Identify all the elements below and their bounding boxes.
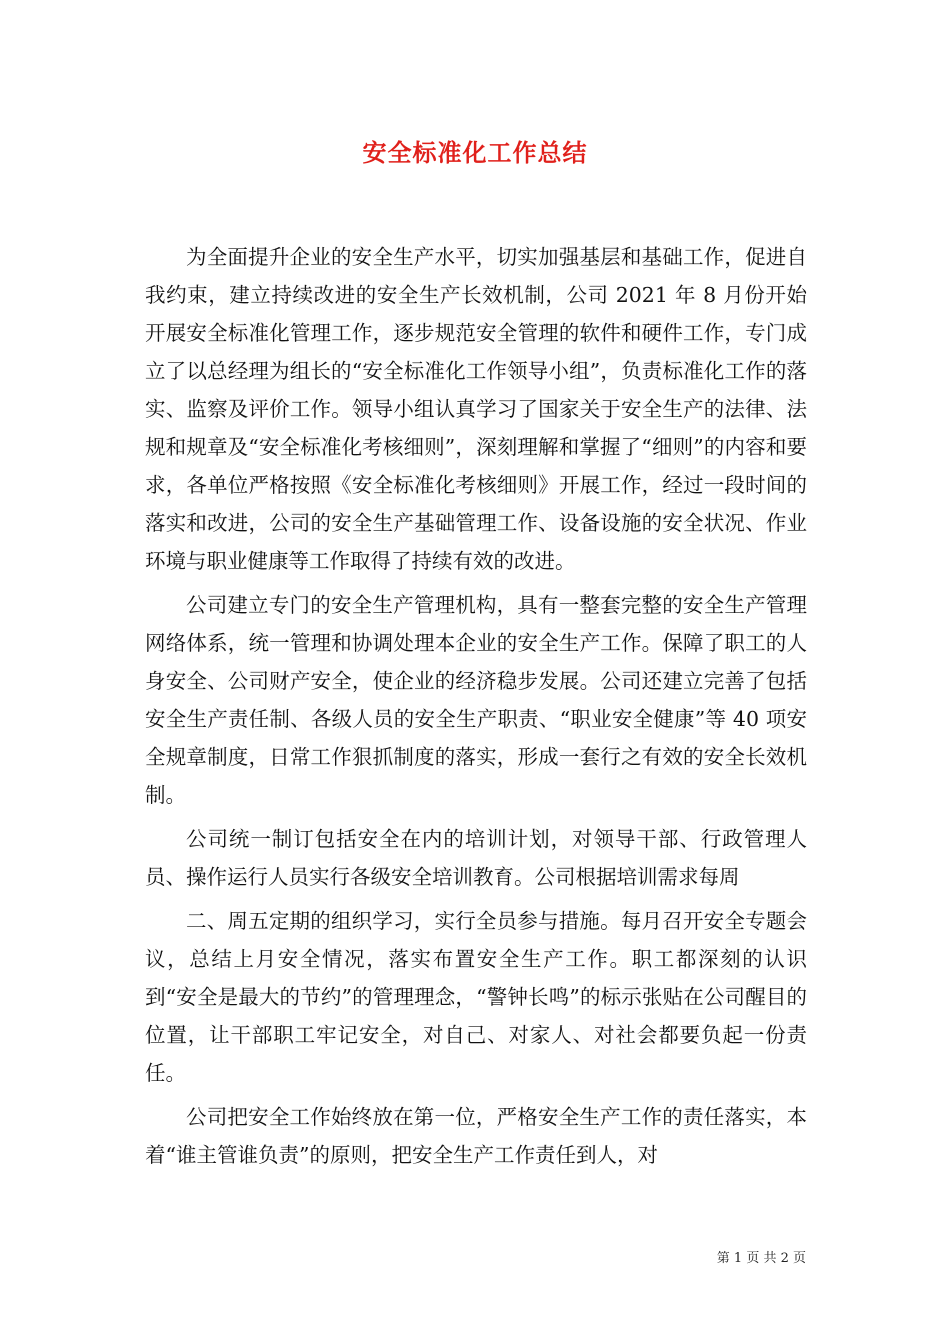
document-title: 安全标准化工作总结 xyxy=(362,139,588,167)
page-number-footer: 第 1 页 共 2 页 xyxy=(716,1251,806,1266)
document-body xyxy=(145,238,807,1180)
paragraph-5: 公司把安全工作始终放在第一位，严格安全生产工作的责任落实，本着“谁主管谁负责”的原则，把安全生产工作责任到人，对 xyxy=(145,1105,807,1167)
paragraph-2: 公司建立专门的安全生产管理机构，具有一整套完整的安全生产管理网络体系，统一管理和协调处理本企业的安全生产工作。保障了职工的人身安全、公司财产安全，使企业的经济稳步发展。公司还建立完善了包括安全生产责任制、各级人员的安全生产职责、“职业安全健康”等 40 项安全规章制度，日常工作狠抓制度的落实，形成一套行之有效的安全长效机制。 xyxy=(145,593,807,807)
paragraph-1: 为全面提升企业的安全生产水平，切实加强基层和基础工作，促进自我约束，建立持续改进的安全生产长效机制，公司 2021 年 8 月份开始开展安全标准化管理工作，逐步规范安全管理的软件和硬件工作，专门成立了以总经理为组长的“安全标准化工作领导小组”，负责标准化工作的落实、监察及评价工作。领导小组认真学习了国家关于安全生产的法律、法规和规章及“安全标准化考核细则”，深刻理解和掌握了“细则”的内容和要求，各单位严格按照《安全标准化考核细则》开展工作，经过一段时间的落实和改进，公司的安全生产基础管理工作、设备设施的安全状况、作业环境与职业健康等工作取得了持续有效的改进。 xyxy=(145,245,807,573)
paragraph-3: 公司统一制订包括安全在内的培训计划，对领导干部、行政管理人员、操作运行人员实行各级安全培训教育。公司根据培训需求每周 xyxy=(145,827,807,889)
paragraph-4: 二、周五定期的组织学习，实行全员参与措施。每月召开安全专题会议，总结上月安全情况，落实布置安全生产工作。职工都深刻的认识到“安全是最大的节约”的管理理念，“警钟长鸣”的标示张贴在公司醒目的位置，让干部职工牢记安全，对自己、对家人、对社会都要负起一份责任。 xyxy=(145,909,807,1085)
